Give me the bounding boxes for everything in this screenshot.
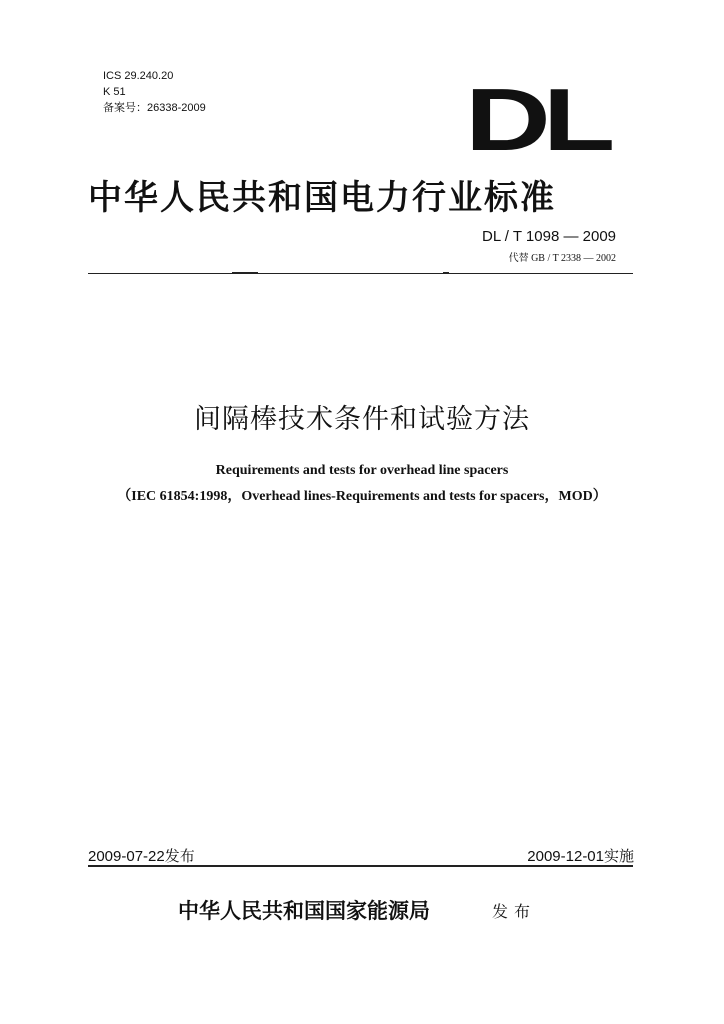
divider-tick xyxy=(232,272,258,274)
issue-date: 2009-07-22发布 xyxy=(88,848,195,865)
document-title-chinese: 间隔棒技术条件和试验方法 xyxy=(194,404,530,435)
publish-label: 发布 xyxy=(492,902,537,921)
industry-standard-title: 中华人民共和国电力行业标准 xyxy=(88,178,556,218)
bottom-divider xyxy=(88,865,633,867)
implementation-date: 2009-12-01实施 xyxy=(527,848,634,865)
divider-tick xyxy=(443,272,449,274)
document-title-reference: （IEC 61854:1998，Overhead lines-Requirements and tests for spacers，MOD） xyxy=(117,489,607,504)
classification-codes xyxy=(103,68,206,116)
ics-code: ICS 29.240.20 xyxy=(103,70,174,82)
ccs-code: K 51 xyxy=(103,86,126,98)
replaces-standard: 代替 GB / T 2338 — 2002 xyxy=(508,253,616,264)
document-title-english: Requirements and tests for overhead line spacers xyxy=(215,463,509,478)
standard-number: DL / T 1098 — 2009 xyxy=(482,228,616,245)
dl-logo: DL xyxy=(465,70,608,169)
publisher-name: 中华人民共和国国家能源局 xyxy=(178,898,430,923)
record-number: 备案号：26338-2009 xyxy=(103,102,206,114)
top-divider xyxy=(88,273,633,274)
